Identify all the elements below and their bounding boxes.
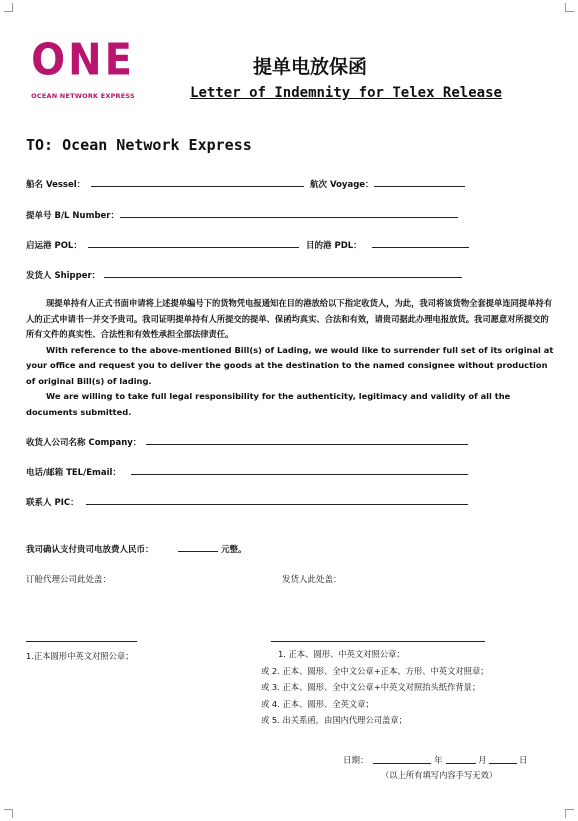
- company-label: 收货人公司名称 Company：: [26, 438, 142, 448]
- stamp-option: 或 3. 正本、圆形、全中文公章+中英文对照抬头纸作背景；: [261, 682, 481, 692]
- date-day-field[interactable]: [489, 763, 517, 764]
- document-title-en: Letter of Indemnity for Telex Release: [190, 85, 502, 101]
- tel-email-label: 电话/邮箱 TEL/Email：: [26, 468, 121, 478]
- fee-amount-field[interactable]: [178, 551, 218, 552]
- page-corner-mark: [4, 3, 13, 12]
- declaration-cn: 现提单持有人正式书面申请将上述提单编号下的货物凭电报通知在目的港放给以下指定收货人，为此，我司将该货物全套提单连同提单持有人的正式申请书一并交予贵司。我司证明提单持有人所提交的提单、保函均真实、合法和有效，请贵司据此办理电报放货。我司愿意对所提交的所有文件的真实性、合法性和有效性承担全部法律责任。: [26, 298, 553, 339]
- shipper-field[interactable]: [104, 277, 462, 278]
- date-day-unit: 日: [519, 756, 528, 766]
- shipper-stamp-options: [261, 646, 489, 729]
- page-corner-mark: [565, 3, 574, 12]
- pic-label: 联系人 PIC：: [26, 498, 79, 508]
- stamp-option: 或 4. 正本、圆形、全英文章；: [261, 698, 374, 709]
- bl-number-label: 提单号 B/L Number：: [26, 211, 119, 221]
- date-year-field[interactable]: [373, 763, 431, 764]
- bl-number-field[interactable]: [120, 217, 458, 218]
- fee-label: 我司确认支付贵司电放费人民币：: [26, 545, 154, 555]
- date-month-field[interactable]: [446, 763, 476, 764]
- stamp-option: 或 2. 正本、圆形、全中文公章+正本、方形、中英文对照章；: [261, 665, 489, 676]
- stamp-option: 1. 正本、圆形、中英文对照公章；: [278, 649, 405, 659]
- declaration-en-2: We are willing to take full legal responsibility for the authenticity, legitimacy and validity of all the documents submitted.: [26, 391, 511, 417]
- page-corner-mark: [565, 809, 574, 818]
- shipper-stamp-label: 发货人此处盖：: [282, 575, 342, 585]
- handwriting-note: （以上所有填写内容手写无效）: [381, 770, 498, 780]
- agent-stamp-line[interactable]: [26, 641, 137, 642]
- agent-stamp-note: 1.正本圆形中英文对照公章；: [26, 651, 134, 661]
- pol-label: 启运港 POL：: [26, 241, 82, 251]
- fee-suffix: 元整。: [221, 545, 247, 555]
- pol-field[interactable]: [88, 247, 299, 248]
- stamp-option: 或 5. 出关系函，由国内代理公司盖章；: [261, 715, 407, 725]
- addressee-line: TO: Ocean Network Express: [26, 136, 252, 154]
- voyage-label: 航次 Voyage：: [310, 180, 374, 190]
- document-title-cn: 提单电放保函: [252, 56, 367, 78]
- pic-field[interactable]: [86, 504, 468, 505]
- declaration-en-1: With reference to the above-mentioned Bill(s) of Lading, we would like to surrender full set of its original at your office and request you to deliver the goods at the destination to the named consignee without production of original Bill(s) of lading.: [26, 344, 554, 386]
- voyage-field[interactable]: [374, 186, 465, 187]
- company-field[interactable]: [146, 444, 468, 445]
- date-year-unit: 年: [434, 756, 443, 766]
- date-month-unit: 月: [478, 756, 487, 766]
- logo-tagline: OCEAN NETWORK EXPRESS: [31, 92, 135, 100]
- pdl-label: 目的港 PDL：: [306, 241, 362, 251]
- date-label: 日期：: [343, 756, 369, 766]
- page-corner-mark: [4, 809, 13, 818]
- tel-email-field[interactable]: [131, 474, 468, 475]
- declaration-text: [26, 296, 554, 420]
- vessel-label: 船名 Vessel：: [26, 180, 86, 190]
- shipper-label: 发货人 Shipper：: [26, 271, 101, 281]
- shipper-stamp-line[interactable]: [271, 641, 485, 642]
- vessel-field[interactable]: [91, 186, 304, 187]
- pdl-field[interactable]: [372, 247, 469, 248]
- agent-stamp-label: 订舱代理公司此处盖：: [26, 575, 112, 585]
- logo-wordmark: ONE: [31, 34, 135, 86]
